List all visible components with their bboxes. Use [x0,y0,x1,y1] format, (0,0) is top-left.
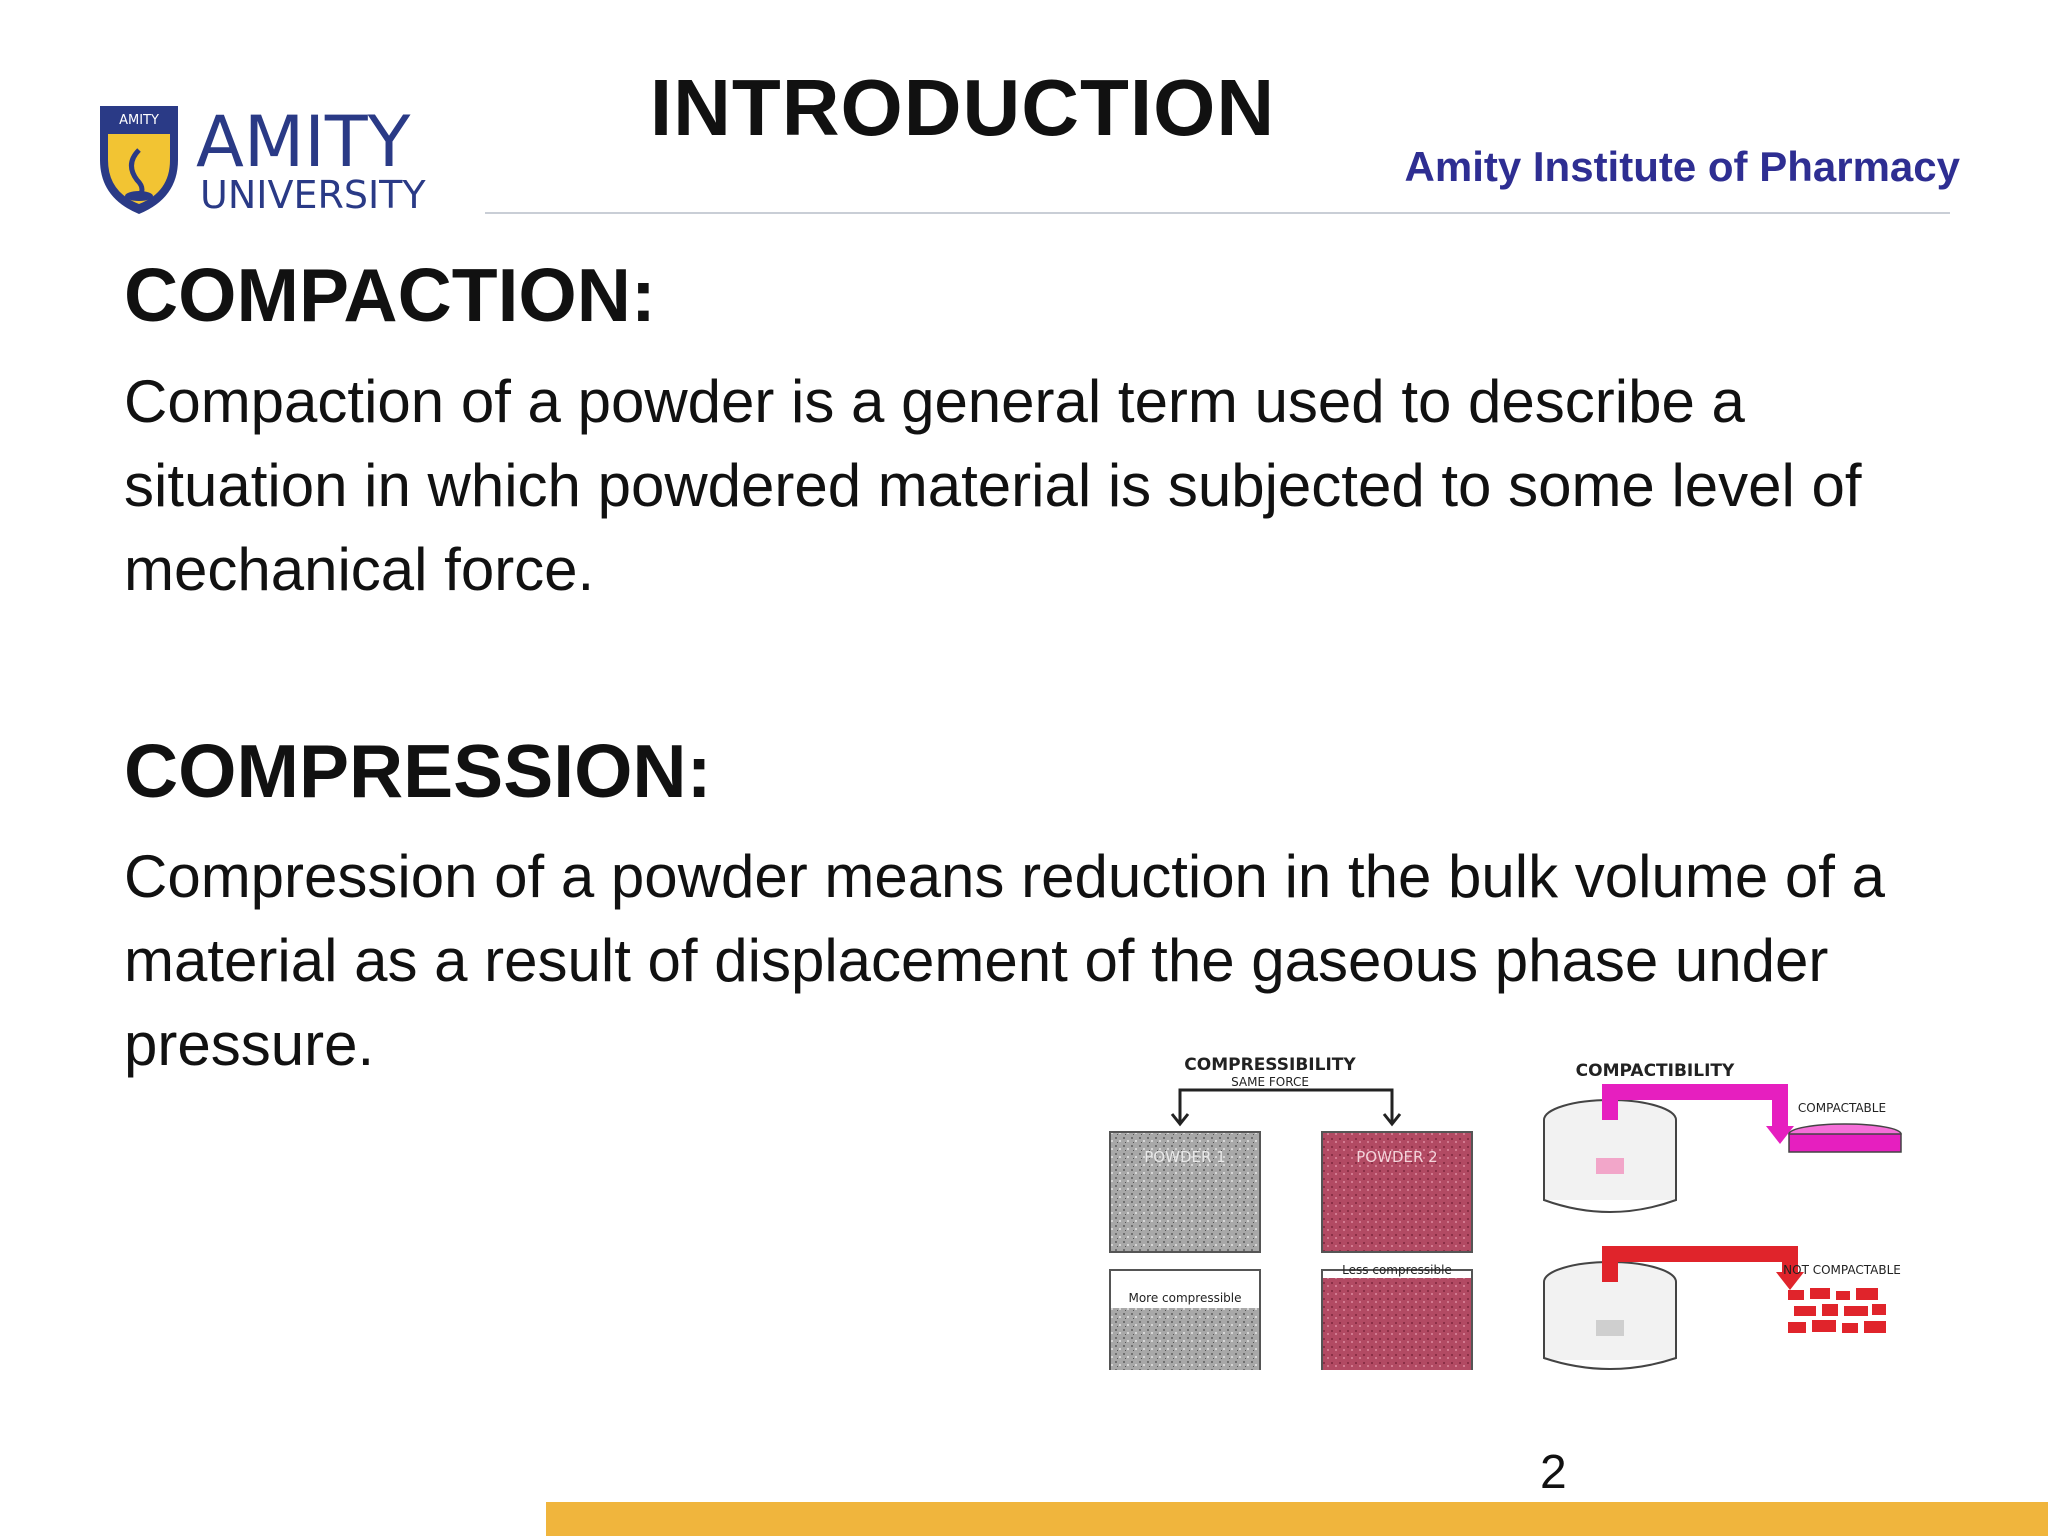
force-bracket [1180,1090,1392,1100]
compaction-heading: COMPACTION: [124,253,656,337]
arrow-down-icon [1384,1098,1400,1124]
not-compactable-label: NOT COMPACTABLE [1783,1263,1901,1277]
compressibility-title: COMPRESSIBILITY [1184,1055,1356,1075]
less-compressible-label: Less compressible [1342,1263,1452,1277]
compression-definition: Compression of a powder means reduction in the bulk volume of a material as a result of displacement of the gaseous phase under pressure. [124,843,1885,1078]
page-number: 2 [1540,1446,1567,1499]
logo-name: AMITY [196,101,411,183]
compressibility-compactibility-diagram [1090,1040,1950,1370]
same-force-label: SAME FORCE [1231,1075,1309,1089]
logo-subname: UNIVERSITY [200,173,426,217]
arrow-down-icon [1172,1098,1188,1124]
powder1-label: POWDER 1 [1144,1148,1226,1166]
crumbled-powder-icon [1788,1288,1886,1333]
more-compressible-label: More compressible [1128,1291,1242,1305]
compressed-powder1 [1111,1308,1259,1370]
institute-name: Amity Institute of Pharmacy [1404,143,1960,190]
diagram-svg [1090,1040,1950,1370]
compactibility-title: COMPACTIBILITY [1575,1061,1735,1081]
compactable-label: COMPACTABLE [1797,1101,1887,1115]
header-divider [485,212,1950,214]
crest-label: AMITY [119,113,159,128]
powder-in-die [1596,1320,1624,1336]
compressed-powder2 [1323,1278,1471,1370]
compaction-definition: Compaction of a powder is a general term used to describe a situation in which powdered material is subjected to some level of mechanical force. [124,368,1862,603]
slide-title: INTRODUCTION [649,63,1276,152]
powder2-label: POWDER 2 [1356,1148,1438,1166]
compression-heading: COMPRESSION: [124,729,712,813]
compact-tablet [1596,1158,1624,1174]
footer-bar [546,1502,2048,1536]
